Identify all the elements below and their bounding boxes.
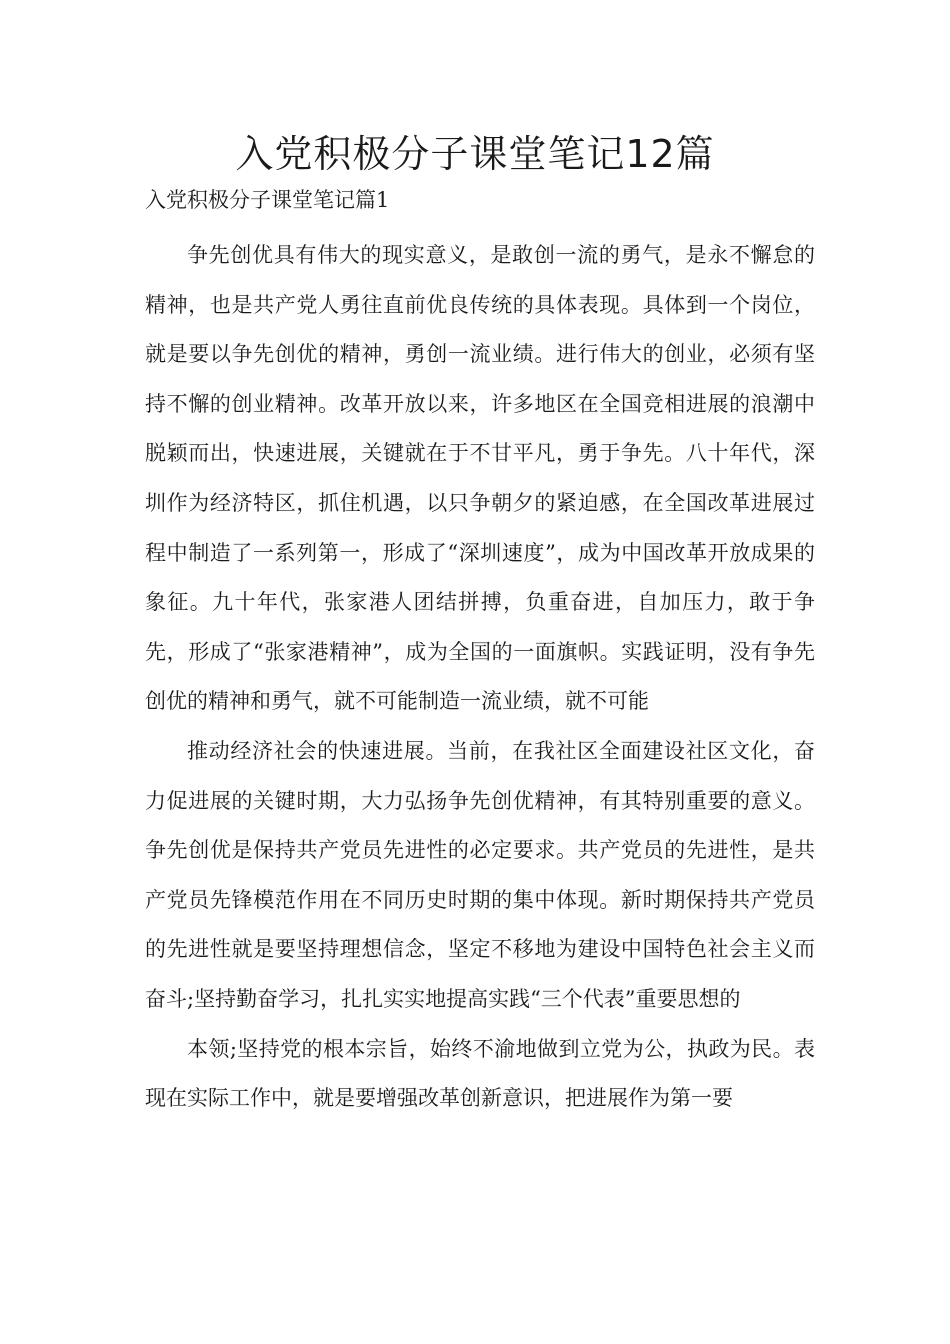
body-paragraph: 争先创优具有伟大的现实意义，是敢创一流的勇气，是永不懈怠的精神，也是共产党人勇往直前优良传统的具体表现。具体到一个岗位，就是要以争先创优的精神，勇创一流业绩。进行伟大的创业，必须有坚持不懈的创业精神。改革开放以来，许多地区在全国竞相进展的浪潮中脱颖而出，快速进展，关键就在于不甘平凡，勇于争先。八十年代，深圳作为经济特区，抓住机遇，以只争朝夕的紧迫感，在全国改革进展过程中制造了一系列第一，形成了“深圳速度”，成为中国改革开放成果的象征。九十年代，张家港人团结拼搏，负重奋进，自加压力，敢于争先，形成了“张家港精神”，成为全国的一面旗帜。实践证明，没有争先创优的精神和勇气，就不可能制造一流业绩，就不可能 — [145, 243, 815, 714]
document-body — [145, 231, 815, 1124]
body-paragraph: 推动经济社会的快速进展。当前，在我社区全面建设社区文化，奋力促进展的关键时期，大力弘扬争先创优精神，有其特别重要的意义。争先创优是保持共产党员先进性的必定要求。共产党员的先进性，是共产党员先锋模范作用在不同历史时期的集中体现。新时期保持共产党员的先进性就是要坚持理想信念，坚定不移地为建设中国特色社会主义而奋斗;坚持勤奋学习，扎扎实实地提高实践“三个代表”重要思想的 — [145, 738, 815, 1011]
body-paragraph: 本领;坚持党的根本宗旨，始终不渝地做到立党为公，执政为民。表现在实际工作中，就是要增强改革创新意识，把进展作为第一要 — [145, 1036, 815, 1111]
document-title: 入党积极分子课堂笔记12篇 — [235, 132, 715, 176]
section-heading: 入党积极分子课堂笔记篇1 — [145, 188, 390, 212]
